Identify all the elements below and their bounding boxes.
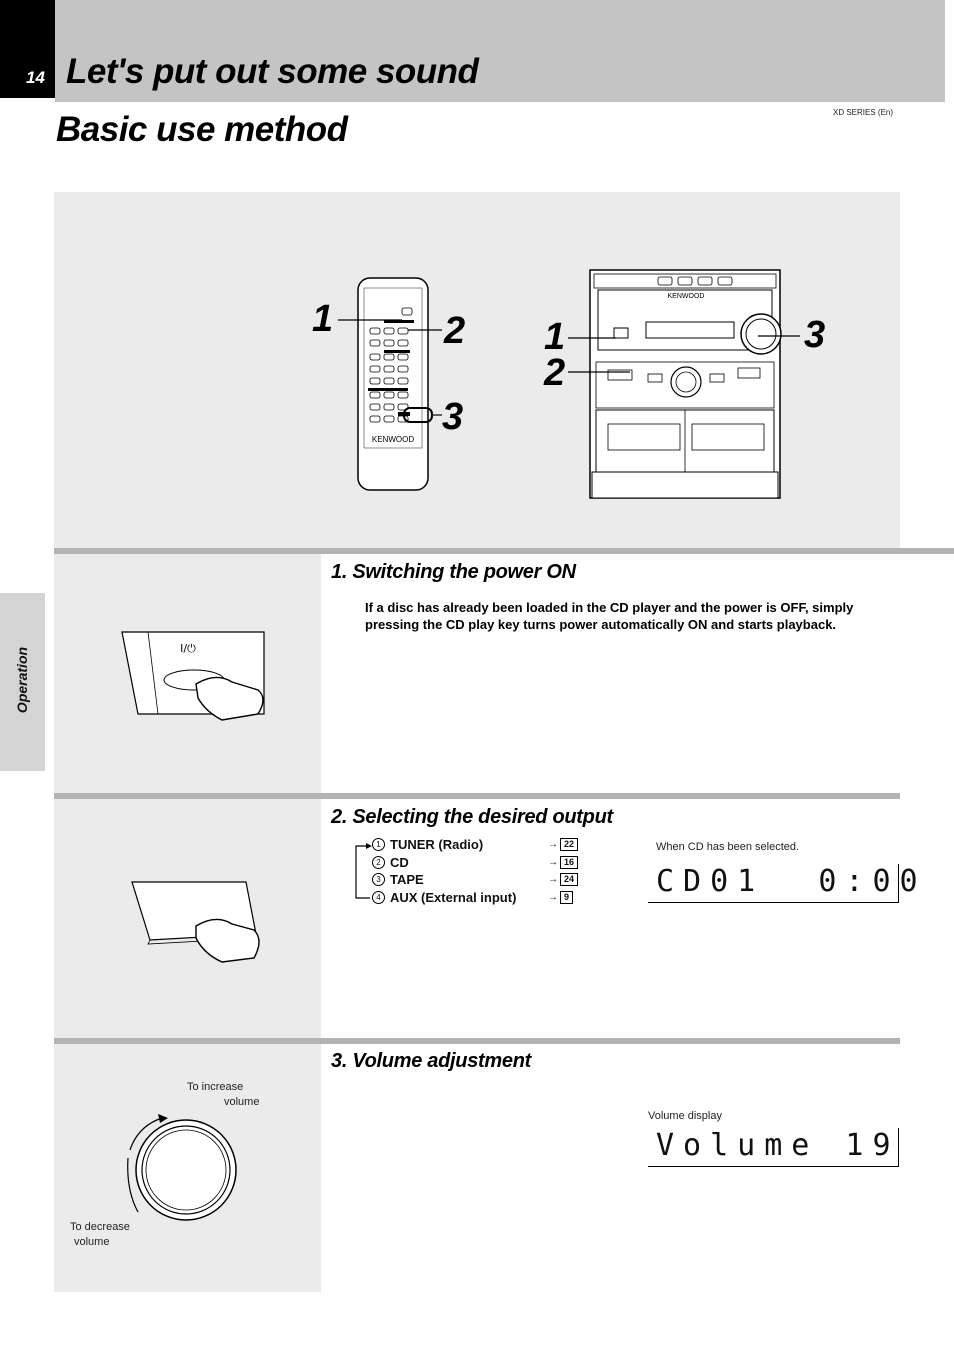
output-option-tuner: 1 TUNER (Radio) → 22 bbox=[372, 836, 612, 854]
option-label: CD bbox=[390, 854, 409, 870]
input-key-hand-illustration bbox=[126, 876, 266, 966]
remote-brand-text: KENWOOD bbox=[371, 435, 415, 444]
volume-display-text: Volume 19 bbox=[656, 1128, 900, 1163]
cd-display-caption: When CD has been selected. bbox=[656, 841, 800, 853]
section-1-text: If a disc has already been loaded in the CD player and the power is OFF, simply pressing the CD play key turns power automatically ON and starts playback. bbox=[365, 600, 854, 632]
cycle-bracket bbox=[352, 840, 374, 902]
section-1-title: 1. Switching the power ON bbox=[331, 561, 576, 583]
option-number: 4 bbox=[372, 891, 385, 904]
side-tab-label: Operation bbox=[14, 646, 30, 714]
option-page-ref: 16 bbox=[560, 856, 578, 869]
page-title: Let's put out some sound bbox=[66, 52, 479, 91]
option-page-ref: 24 bbox=[560, 873, 578, 886]
output-option-tape: 3 TAPE → 24 bbox=[372, 871, 612, 889]
option-page-ref: 9 bbox=[560, 891, 573, 904]
remote-callout-3: 3 bbox=[442, 396, 464, 438]
section-3-title: 3. Volume adjustment bbox=[331, 1050, 531, 1072]
unit-callout-lines bbox=[560, 320, 800, 390]
remote-callout-1: 1 bbox=[312, 298, 334, 340]
option-number: 1 bbox=[372, 838, 385, 851]
output-options-list bbox=[372, 836, 612, 906]
option-number: 3 bbox=[372, 873, 385, 886]
output-option-cd: 2 CD → 16 bbox=[372, 854, 612, 872]
unit-callout-3: 3 bbox=[804, 314, 826, 356]
unit-brand-text: KENWOOD bbox=[667, 293, 705, 300]
power-symbol-text: I/⏻ bbox=[180, 642, 196, 655]
decrease-volume-label-2: volume bbox=[74, 1236, 110, 1248]
decrease-volume-label: To decrease bbox=[70, 1221, 130, 1233]
output-option-aux: 4 AUX (External input) → 9 bbox=[372, 889, 612, 907]
option-page-ref: 22 bbox=[560, 838, 578, 851]
option-label: TUNER (Radio) bbox=[390, 837, 484, 853]
cd-display-text: CD01 0:00 bbox=[656, 864, 927, 899]
volume-knob-illustration bbox=[118, 1110, 250, 1232]
increase-volume-label: To increase bbox=[187, 1081, 244, 1093]
page-subtitle: Basic use method bbox=[56, 110, 348, 149]
increase-volume-label-2: volume bbox=[224, 1096, 260, 1108]
volume-display-caption: Volume display bbox=[648, 1110, 722, 1122]
page-number: 14 bbox=[26, 68, 45, 87]
remote-callout-2: 2 bbox=[444, 310, 466, 352]
unit-callout-1: 1 bbox=[544, 316, 566, 358]
option-label: TAPE bbox=[390, 872, 424, 888]
option-number: 2 bbox=[372, 856, 385, 869]
section-2-title: 2. Selecting the desired output bbox=[331, 806, 613, 828]
series-label: XD SERIES (En) bbox=[833, 108, 894, 117]
power-key-hand-illustration bbox=[118, 628, 268, 724]
option-label: AUX (External input) bbox=[390, 889, 517, 905]
unit-callout-2: 2 bbox=[544, 352, 566, 394]
